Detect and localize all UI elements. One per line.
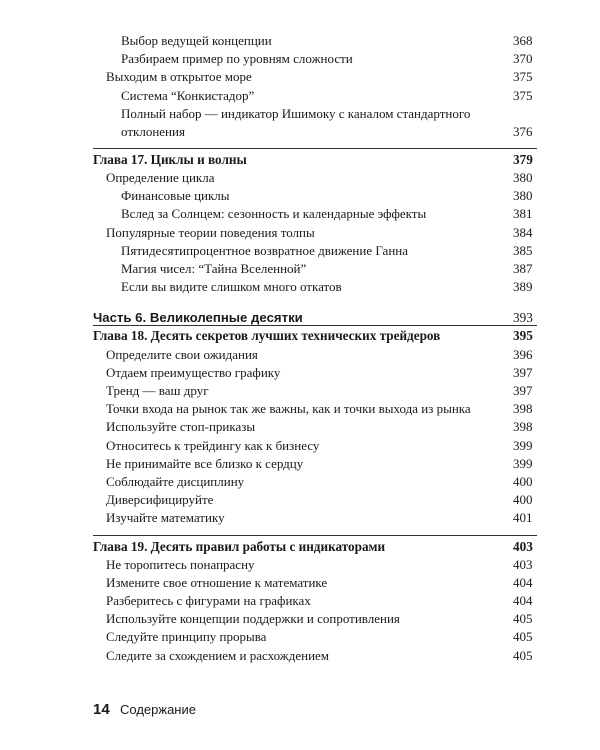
toc-entry (0, 278, 600, 296)
toc-entry-page: 380 (513, 188, 533, 204)
toc-entry (0, 556, 600, 574)
toc-entry-page: 398 (513, 401, 533, 417)
toc-entry-title: Магия чисел: “Тайна Вселенной” (121, 260, 307, 276)
toc-entry-page: 370 (513, 51, 533, 67)
toc-entry (0, 628, 600, 646)
toc-entry-page: 405 (513, 629, 533, 645)
toc-entry-page: 396 (513, 346, 533, 362)
toc-entry-title: Тренд — ваш друг (106, 383, 209, 398)
toc-entry-page: 385 (513, 242, 533, 258)
toc-entry-title: Используйте концепции поддержки и сопротивления (106, 611, 400, 627)
toc-entry (0, 574, 600, 592)
toc-entry-page: 399 (513, 437, 533, 453)
toc-entry (0, 205, 600, 223)
toc-entry-page: 399 (513, 455, 533, 471)
chapter-title: Глава 17. Циклы и волны (93, 151, 247, 167)
toc-entry (0, 68, 600, 86)
part-title: Часть 6. Великолепные десятки (93, 310, 303, 326)
table-of-contents (0, 32, 600, 665)
toc-entry (0, 187, 600, 205)
toc-entry (0, 364, 600, 382)
toc-entry (0, 437, 600, 455)
section-divider (93, 535, 537, 536)
toc-entry (0, 50, 600, 68)
toc-entry-page: 397 (513, 383, 533, 398)
toc-entry-title: Измените свое отношение к математике (106, 574, 328, 590)
toc-entry (0, 87, 600, 105)
toc-entry-title: Точки входа на рынок так же важны, как и точки выхода из рынка (106, 401, 471, 417)
chapter-page: 379 (513, 151, 533, 167)
toc-entry-title: Вслед за Солнцем: сезонность и календарные эффекты (121, 206, 427, 222)
toc-entry (0, 32, 600, 50)
toc-entry-title: Диверсифицируйте (106, 492, 214, 508)
toc-entry-title: Выбор ведущей концепции (121, 33, 272, 48)
part-page: 393 (513, 310, 533, 326)
page-number: 14 (93, 701, 110, 718)
toc-entry (0, 592, 600, 610)
toc-entry (0, 610, 600, 628)
toc-entry-page: 400 (513, 473, 533, 489)
chapter-heading (0, 327, 600, 345)
toc-entry-page: 381 (513, 206, 533, 222)
toc-entry-title: Определение цикла (106, 169, 215, 185)
section-divider (93, 148, 537, 149)
chapter-heading (0, 538, 600, 556)
toc-entry (0, 260, 600, 278)
section-divider (93, 325, 537, 326)
toc-entry-title: Финансовые циклы (121, 188, 230, 204)
toc-entry (0, 418, 600, 436)
toc-entry-title: Следуйте принципу прорыва (106, 629, 267, 645)
toc-entry-page: 400 (513, 492, 533, 508)
toc-entry-title: Не принимайте все близко к сердцу (106, 455, 304, 471)
toc-entry-page: 403 (513, 556, 533, 572)
toc-entry-page: 405 (513, 611, 533, 627)
toc-entry-page: 389 (513, 279, 533, 295)
toc-entry-page: 405 (513, 647, 533, 663)
toc-entry-page: 375 (513, 87, 533, 103)
toc-entry (0, 346, 600, 364)
toc-entry (0, 224, 600, 242)
toc-entry-page: 404 (513, 593, 533, 609)
toc-entry-page: 397 (513, 364, 533, 380)
chapter-title: Глава 19. Десять правил работы с индикаторами (93, 538, 386, 554)
toc-entry-title: Изучайте математику (106, 510, 225, 526)
toc-entry (0, 473, 600, 491)
toc-entry-page: 375 (513, 69, 533, 85)
toc-entry (0, 491, 600, 509)
chapter-heading (0, 151, 600, 169)
toc-entry-title: Система “Конкистадор” (121, 87, 255, 103)
running-footer-label: Содержание (120, 702, 196, 717)
toc-entry-title: Пятидесятипроцентное возвратное движение Ганна (121, 242, 409, 258)
toc-entry-title: Используйте стоп-приказы (106, 419, 256, 435)
toc-entry-title: Разбираем пример по уровням сложности (121, 51, 353, 67)
toc-entry (0, 169, 600, 187)
toc-entry-title: Выходим в открытое море (106, 69, 252, 85)
toc-entry-page: 376 (513, 123, 533, 139)
toc-entry-page: 404 (513, 574, 533, 590)
toc-entry (0, 382, 600, 400)
toc-entry (0, 105, 600, 141)
toc-entry-title: Разберитесь с фигурами на графиках (106, 593, 311, 609)
toc-entry-title: Относитесь к трейдингу как к бизнесу (106, 437, 320, 453)
toc-entry (0, 647, 600, 665)
toc-entry-title: Определите свои ожидания (106, 346, 258, 362)
toc-entry-page: 384 (513, 224, 533, 240)
toc-entry-page: 387 (513, 260, 533, 276)
chapter-page: 395 (513, 328, 533, 344)
chapter-title: Глава 18. Десять секретов лучших технических трейдеров (93, 328, 441, 344)
toc-entry-page: 398 (513, 419, 533, 435)
toc-entry-title: Отдаем преимущество графику (106, 364, 281, 380)
toc-entry-title: Полный набор — индикатор Ишимоку с каналом стандартного отклонения (121, 105, 471, 139)
toc-entry (0, 400, 600, 418)
toc-entry-title: Популярные теории поведения толпы (106, 224, 315, 240)
toc-entry-title: Если вы видите слишком много откатов (121, 279, 342, 295)
toc-entry-page: 380 (513, 169, 533, 185)
toc-entry-page: 368 (513, 33, 533, 48)
toc-entry (0, 455, 600, 473)
toc-entry-title: Соблюдайте дисциплину (106, 473, 245, 489)
toc-entry-title: Не торопитесь понапрасну (106, 556, 255, 572)
toc-entry-page: 401 (513, 510, 533, 526)
chapter-page: 403 (513, 538, 533, 554)
toc-entry-title: Следите за схождением и расхождением (106, 647, 330, 663)
toc-entry (0, 509, 600, 527)
toc-entry (0, 242, 600, 260)
